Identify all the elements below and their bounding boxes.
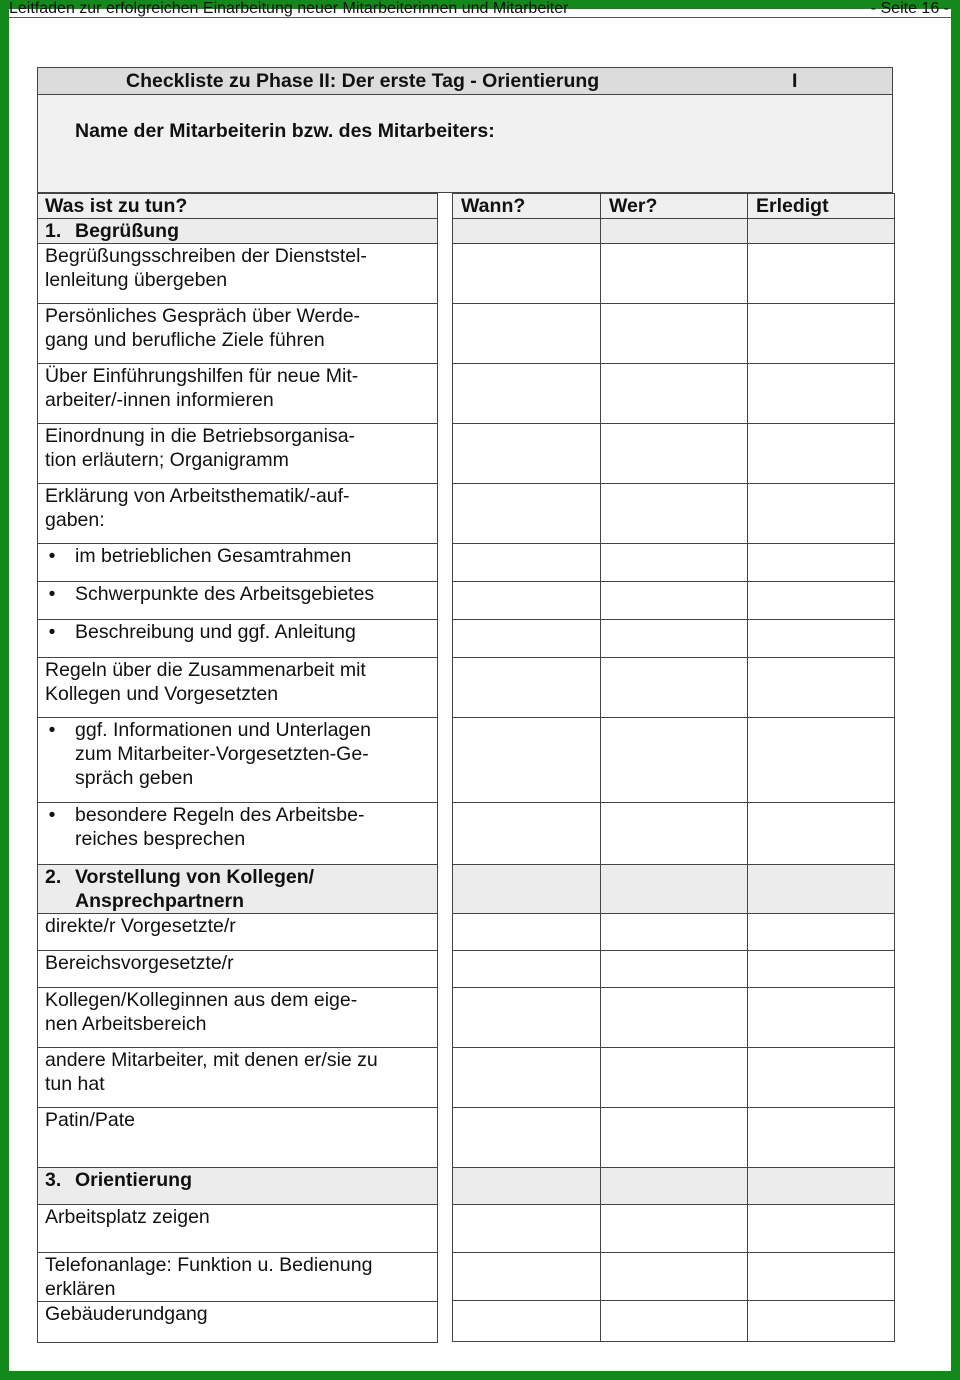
section-number: 1. xyxy=(45,220,62,242)
page-number: - Seite 16 - xyxy=(870,0,949,17)
done-cell[interactable] xyxy=(748,544,895,582)
who-cell[interactable] xyxy=(601,620,748,658)
when-cell[interactable] xyxy=(453,1048,601,1108)
tracking-row xyxy=(453,1253,895,1301)
task-text: Begrüßungsschreiben der Dienststel- xyxy=(45,245,367,267)
who-cell[interactable] xyxy=(601,364,748,424)
task-text: gang und berufliche Ziele führen xyxy=(45,329,325,351)
tracking-row xyxy=(453,484,895,544)
task-row xyxy=(38,1108,438,1168)
when-cell[interactable] xyxy=(453,484,601,544)
task-row xyxy=(38,544,438,582)
task-text: Telefonanlage: Funktion u. Bedienung xyxy=(45,1254,373,1276)
task-text: reiches besprechen xyxy=(75,828,246,850)
bulleted-item xyxy=(45,544,433,568)
task-text: Persönliches Gespräch über Werde- xyxy=(45,305,361,327)
task-text: tun hat xyxy=(45,1073,105,1095)
header-row xyxy=(453,194,895,219)
task-text: arbeiter/-innen informieren xyxy=(45,389,274,411)
section-row xyxy=(453,865,895,914)
who-cell[interactable] xyxy=(601,1253,748,1301)
task-text: Beschreibung und ggf. Anleitung xyxy=(75,621,356,643)
task-cell xyxy=(38,1048,438,1108)
tracking-table xyxy=(452,193,895,1342)
when-cell[interactable] xyxy=(453,988,601,1048)
section-title xyxy=(45,219,433,243)
when-cell xyxy=(453,219,601,244)
task-row xyxy=(38,1253,438,1302)
employee-name-label: Name der Mitarbeiterin bzw. des Mitarbeiters: xyxy=(75,120,495,142)
done-cell[interactable] xyxy=(748,1253,895,1301)
title-bar xyxy=(38,68,892,95)
task-cell xyxy=(38,620,438,658)
task-row xyxy=(38,364,438,424)
task-cell xyxy=(38,304,438,364)
done-cell[interactable] xyxy=(748,484,895,544)
done-cell[interactable] xyxy=(748,1205,895,1253)
who-cell xyxy=(601,1168,748,1205)
when-cell[interactable] xyxy=(453,658,601,718)
tracking-row xyxy=(453,1108,895,1168)
who-cell xyxy=(601,219,748,244)
when-cell[interactable] xyxy=(453,620,601,658)
tracking-row xyxy=(453,424,895,484)
when-cell[interactable] xyxy=(453,244,601,304)
done-cell[interactable] xyxy=(748,1301,895,1342)
task-cell xyxy=(38,582,438,620)
task-text: im betrieblichen Gesamtrahmen xyxy=(75,545,352,567)
tracking-table-body xyxy=(453,194,895,1342)
section-title-text: Orientierung xyxy=(75,1169,193,1191)
done-cell xyxy=(748,1168,895,1205)
section-title-text: Begrüßung xyxy=(75,220,179,242)
running-header xyxy=(9,0,951,26)
done-cell[interactable] xyxy=(748,244,895,304)
bullet-glyph: • xyxy=(48,804,56,826)
task-text: Arbeitsplatz zeigen xyxy=(45,1206,210,1228)
task-table xyxy=(37,193,438,1343)
section-row xyxy=(38,219,438,244)
task-text: ggf. Informationen und Unterlagen xyxy=(75,719,371,741)
who-cell[interactable] xyxy=(601,658,748,718)
done-cell[interactable] xyxy=(748,1108,895,1168)
who-cell[interactable] xyxy=(601,1205,748,1253)
section-row xyxy=(453,1168,895,1205)
done-cell[interactable] xyxy=(748,620,895,658)
done-cell[interactable] xyxy=(748,582,895,620)
task-cell xyxy=(38,951,438,988)
when-cell xyxy=(453,865,601,914)
done-cell[interactable] xyxy=(748,1048,895,1108)
tracking-row xyxy=(453,1301,895,1342)
tracking-row xyxy=(453,1048,895,1108)
section-title xyxy=(45,1168,433,1192)
task-row xyxy=(38,951,438,988)
tracking-row xyxy=(453,1205,895,1253)
done-cell[interactable] xyxy=(748,658,895,718)
done-cell xyxy=(748,219,895,244)
when-cell[interactable] xyxy=(453,582,601,620)
when-cell[interactable] xyxy=(453,951,601,988)
task-text: andere Mitarbeiter, mit denen er/sie zu xyxy=(45,1049,378,1071)
when-cell[interactable] xyxy=(453,1301,601,1342)
when-cell[interactable] xyxy=(453,803,601,865)
task-cell xyxy=(38,988,438,1048)
task-text: zum Mitarbeiter-Vorgesetzten-Ge- xyxy=(75,743,369,765)
bulleted-item xyxy=(45,803,433,851)
task-cell xyxy=(38,424,438,484)
task-row xyxy=(38,658,438,718)
task-row xyxy=(38,304,438,364)
tracking-row xyxy=(453,620,895,658)
bullet-glyph: • xyxy=(48,545,56,567)
who-cell[interactable] xyxy=(601,914,748,951)
header-row xyxy=(38,194,438,219)
tracking-row xyxy=(453,364,895,424)
who-cell[interactable] xyxy=(601,1048,748,1108)
task-text: Patin/Pate xyxy=(45,1109,135,1131)
task-row xyxy=(38,1205,438,1253)
tracking-row xyxy=(453,582,895,620)
who-cell xyxy=(601,865,748,914)
task-cell xyxy=(38,364,438,424)
task-row xyxy=(38,803,438,865)
bulleted-item xyxy=(45,582,433,606)
header-rule xyxy=(9,17,951,18)
done-cell[interactable] xyxy=(748,914,895,951)
task-cell xyxy=(38,865,438,914)
task-cell xyxy=(38,544,438,582)
section-title-text: Vorstellung von Kollegen/ xyxy=(75,866,315,888)
who-cell[interactable] xyxy=(601,544,748,582)
page-title: Checkliste zu Phase II: Der erste Tag - Orientierung xyxy=(126,70,600,92)
checklist-title-block xyxy=(37,67,893,193)
task-text: gaben: xyxy=(45,509,105,531)
task-row xyxy=(38,582,438,620)
task-text: Kollegen und Vorgesetzten xyxy=(45,683,279,705)
done-cell[interactable] xyxy=(748,424,895,484)
bulleted-item xyxy=(45,620,433,644)
who-cell[interactable] xyxy=(601,582,748,620)
done-cell[interactable] xyxy=(748,988,895,1048)
running-header-title: Leitfaden zur erfolgreichen Einarbeitung neuer Mitarbeiterinnen und Mitarbeiter xyxy=(9,0,569,17)
who-cell[interactable] xyxy=(601,1301,748,1342)
task-text: lenleitung übergeben xyxy=(45,269,228,291)
task-row xyxy=(38,620,438,658)
when-cell[interactable] xyxy=(453,304,601,364)
task-cell xyxy=(38,1253,438,1302)
column-header-task: Was ist zu tun? xyxy=(38,194,438,219)
task-cell xyxy=(38,718,438,803)
section-title-text: Ansprechpartnern xyxy=(75,890,245,912)
tracking-row xyxy=(453,304,895,364)
task-row xyxy=(38,1048,438,1108)
task-cell xyxy=(38,658,438,718)
tracking-row xyxy=(453,914,895,951)
task-cell xyxy=(38,1168,438,1205)
tracking-row xyxy=(453,658,895,718)
task-row xyxy=(38,424,438,484)
task-text: Schwerpunkte des Arbeitsgebietes xyxy=(75,583,375,605)
when-cell[interactable] xyxy=(453,424,601,484)
task-row xyxy=(38,244,438,304)
task-cell xyxy=(38,914,438,951)
task-text: besondere Regeln des Arbeitsbe- xyxy=(75,804,365,826)
done-cell[interactable] xyxy=(748,803,895,865)
column-header-who: Wer? xyxy=(601,194,748,219)
section-row xyxy=(38,1168,438,1205)
done-cell[interactable] xyxy=(748,304,895,364)
section-row xyxy=(38,865,438,914)
task-cell xyxy=(38,1205,438,1253)
who-cell[interactable] xyxy=(601,803,748,865)
task-text: spräch geben xyxy=(75,767,194,789)
tracking-row xyxy=(453,544,895,582)
task-cell xyxy=(38,803,438,865)
when-cell[interactable] xyxy=(453,718,601,803)
document-page xyxy=(9,0,951,1371)
when-cell[interactable] xyxy=(453,544,601,582)
who-cell[interactable] xyxy=(601,1108,748,1168)
task-row xyxy=(38,484,438,544)
task-text: Erklärung von Arbeitsthematik/-auf- xyxy=(45,485,350,507)
tracking-row xyxy=(453,718,895,803)
done-cell[interactable] xyxy=(748,718,895,803)
bullet-glyph: • xyxy=(48,583,56,605)
section-number: 2. xyxy=(45,866,62,888)
task-text: direkte/r Vorgesetzte/r xyxy=(45,915,236,937)
when-cell[interactable] xyxy=(453,1253,601,1301)
section-number: 3. xyxy=(45,1169,62,1191)
task-cell xyxy=(38,1108,438,1168)
bulleted-item xyxy=(45,718,433,790)
tracking-row xyxy=(453,803,895,865)
who-cell[interactable] xyxy=(601,304,748,364)
who-cell[interactable] xyxy=(601,424,748,484)
who-cell[interactable] xyxy=(601,988,748,1048)
task-row xyxy=(38,1302,438,1343)
task-text: Über Einführungshilfen für neue Mit- xyxy=(45,365,359,387)
task-table-body xyxy=(38,194,438,1343)
when-cell[interactable] xyxy=(453,1205,601,1253)
task-cell xyxy=(38,219,438,244)
tracking-row xyxy=(453,988,895,1048)
done-cell[interactable] xyxy=(748,951,895,988)
task-cell xyxy=(38,1302,438,1343)
title-mark: I xyxy=(792,70,798,92)
who-cell[interactable] xyxy=(601,718,748,803)
when-cell[interactable] xyxy=(453,914,601,951)
task-cell xyxy=(38,244,438,304)
who-cell[interactable] xyxy=(601,951,748,988)
when-cell xyxy=(453,1168,601,1205)
tracking-row xyxy=(453,244,895,304)
who-cell[interactable] xyxy=(601,484,748,544)
when-cell[interactable] xyxy=(453,1108,601,1168)
task-text: Gebäuderundgang xyxy=(45,1303,208,1325)
bullet-glyph: • xyxy=(48,719,56,741)
task-row xyxy=(38,914,438,951)
task-text: tion erläutern; Organigramm xyxy=(45,449,289,471)
bullet-glyph: • xyxy=(48,621,56,643)
task-text: erklären xyxy=(45,1278,116,1300)
task-text: Einordnung in die Betriebsorganisa- xyxy=(45,425,356,447)
column-header-done: Erledigt xyxy=(748,194,895,219)
task-text: Kollegen/Kolleginnen aus dem eige- xyxy=(45,989,358,1011)
done-cell xyxy=(748,865,895,914)
done-cell[interactable] xyxy=(748,364,895,424)
tracking-row xyxy=(453,951,895,988)
task-text: Regeln über die Zusammenarbeit mit xyxy=(45,659,366,681)
section-row xyxy=(453,219,895,244)
task-text: nen Arbeitsbereich xyxy=(45,1013,207,1035)
column-header-when: Wann? xyxy=(453,194,601,219)
who-cell[interactable] xyxy=(601,244,748,304)
task-row xyxy=(38,988,438,1048)
when-cell[interactable] xyxy=(453,364,601,424)
task-row xyxy=(38,718,438,803)
task-text: Bereichsvorgesetzte/r xyxy=(45,952,234,974)
section-title xyxy=(45,865,433,889)
task-cell xyxy=(38,484,438,544)
